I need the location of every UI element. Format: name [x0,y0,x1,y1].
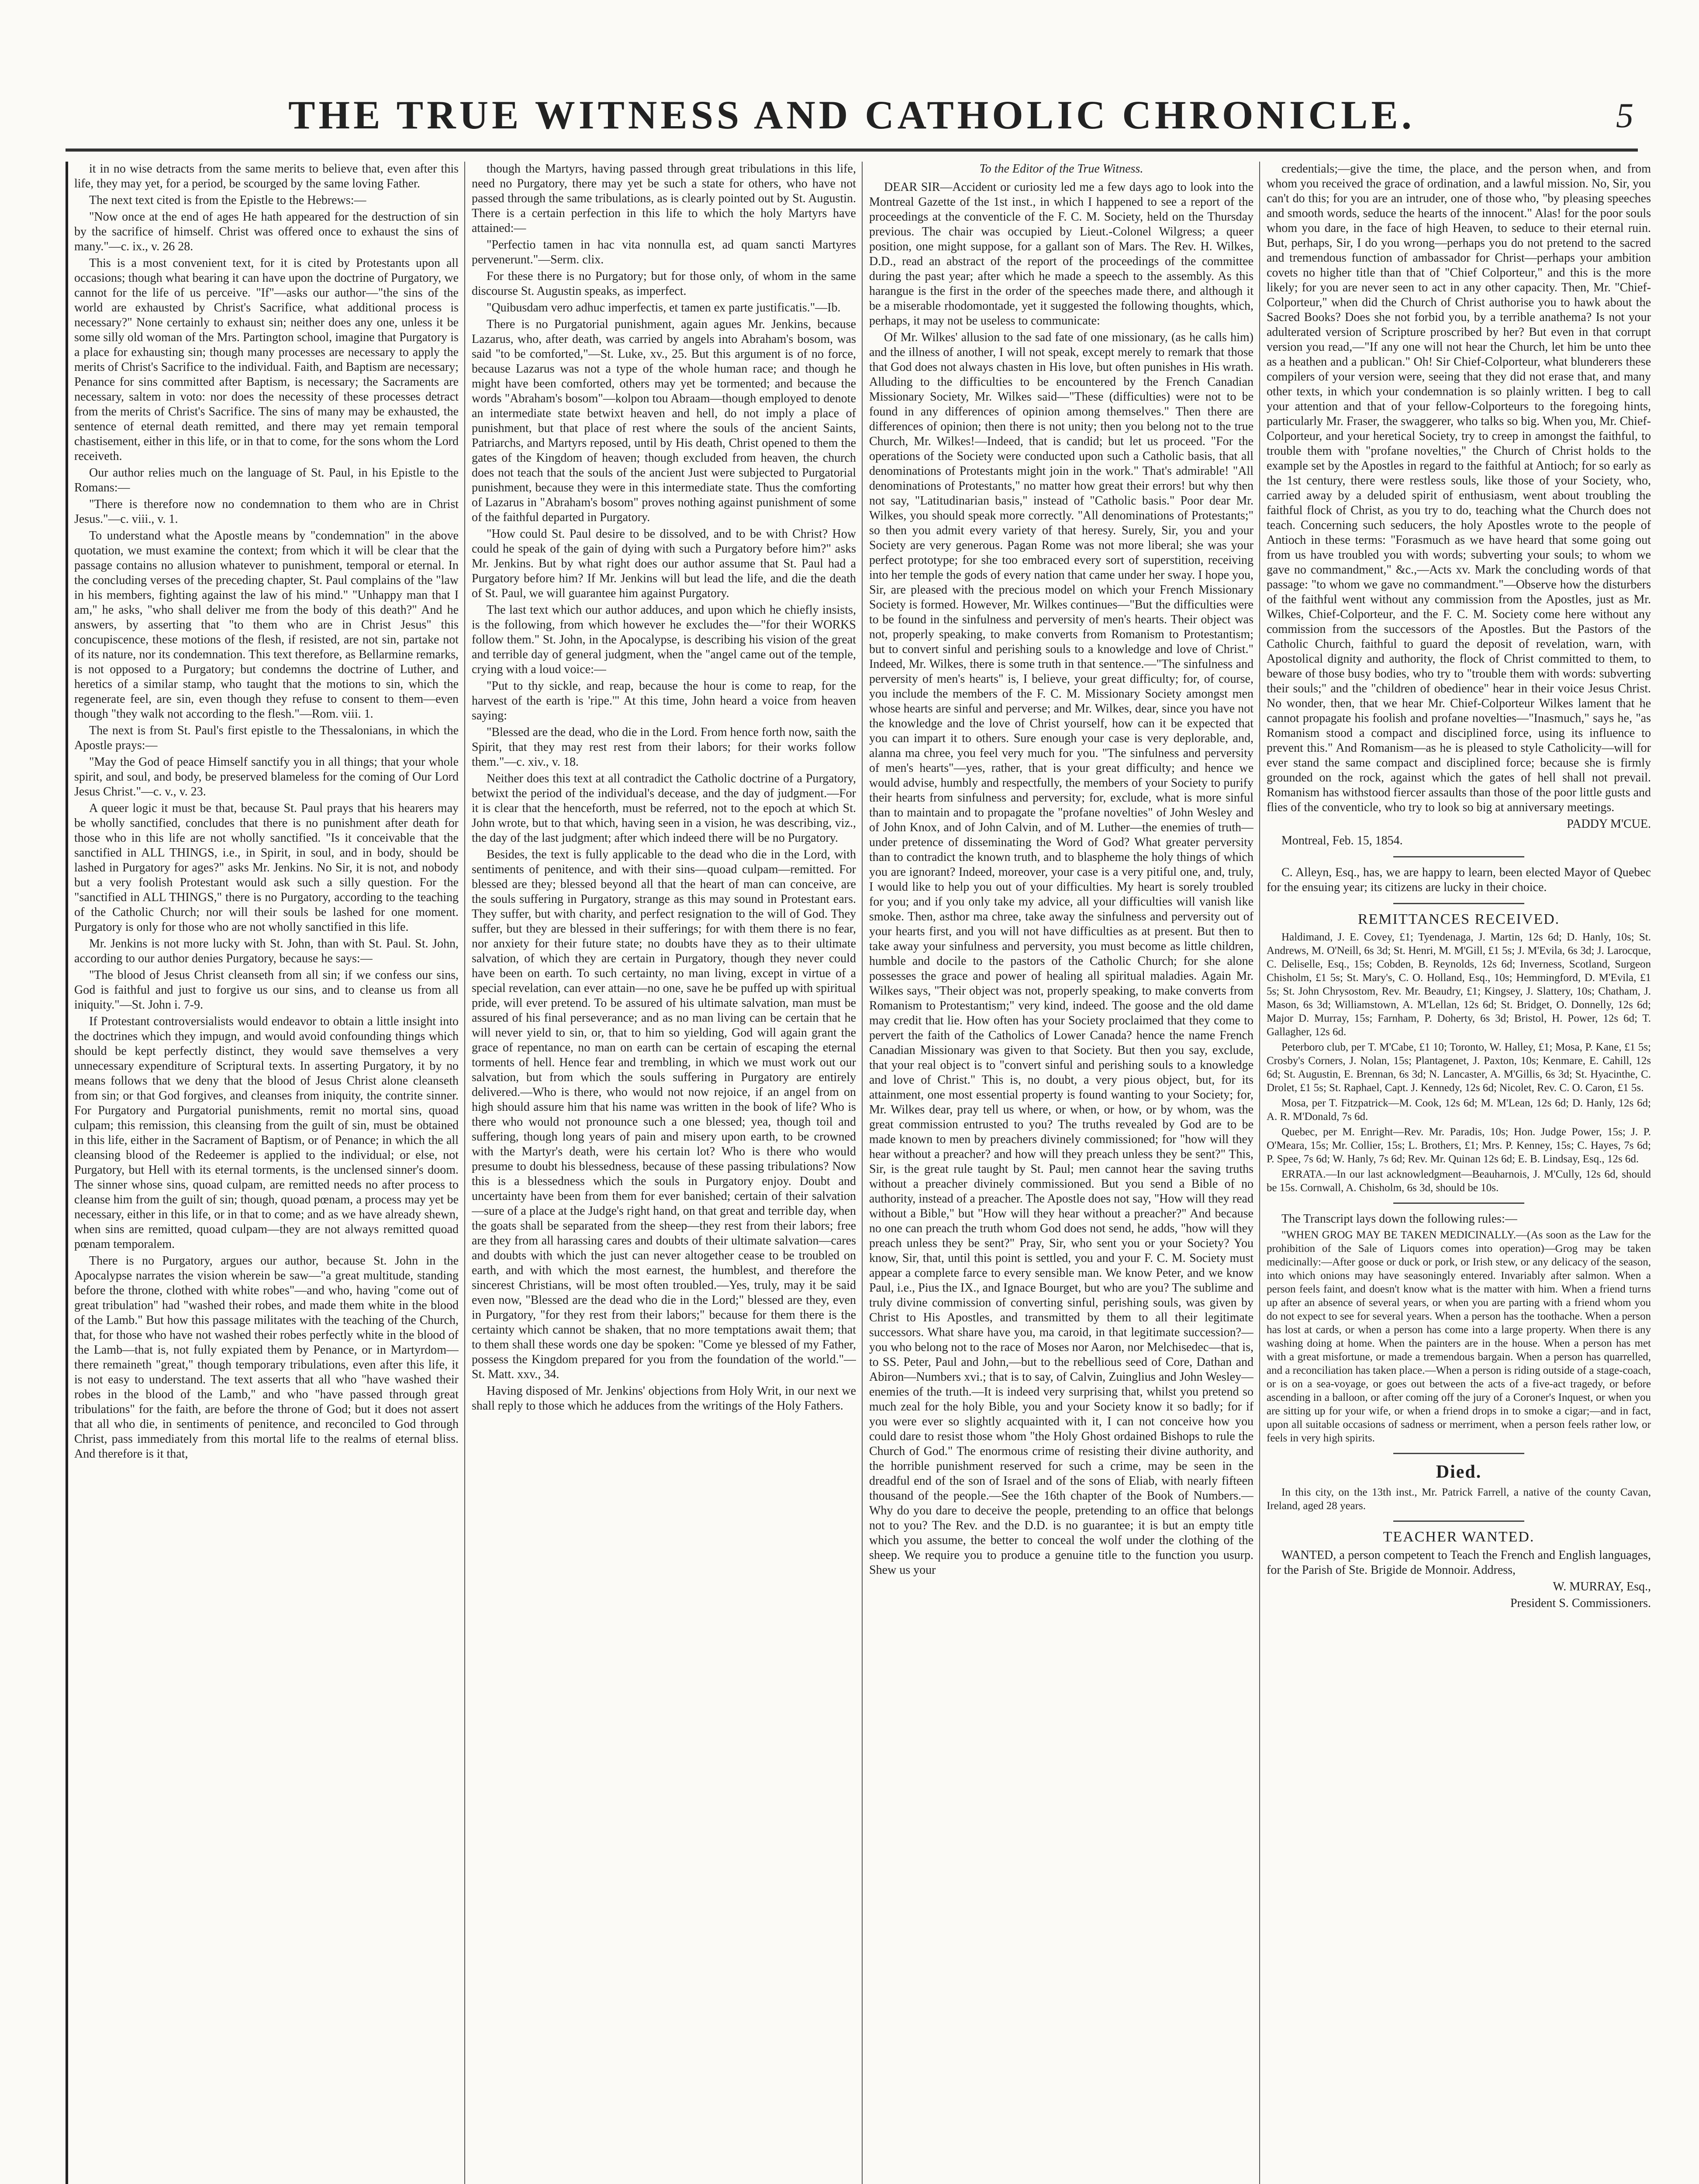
remittances-list: Mosa, per T. Fitzpatrick—M. Cook, 12s 6d; M. M'Lean, 12s 6d; D. Hanly, 12s 6d; A. R. M'Donald, 7s 6d. [1267,1097,1651,1123]
died-heading: Died. [1436,1462,1482,1482]
article-paragraph: There is no Purgatory, argues our author, because St. John in the Apocalypse narrates the vision wherein be saw—"a great multitude, standing before the throne, clothed with white robes"—and who, having "come out of great tribulation" had "washed their robes, and made them white in the blood of the Lamb." But how this passage militates with the teaching of the Church, that, for those who have not washed their robes perfectly white in the blood of the Lamb—that is, not fully expiated them by Penance, or in Martyrdom—there remaineth "great," though temporary tribulations, even after this life, it is not easy to understand. The text asserts that all who "have washed their robes in the blood of the Lamb," and who "have passed through great tribulations" for the faith, are before the throne of God; but it does not assert that all who die, in sentiments of penitence, and reconciled to God through Christ, pass immediately from this mortal life to the realms of eternal bliss. And therefore is it that, [74,1254,459,1461]
article-paragraph: This is a most convenient text, for it is cited by Protestants upon all occasions; though what bearing it can have upon the doctrine of Purgatory, we cannot for the life of us perceive. "If"—asks our author—"the sins of the world are exhausted by Christ's Sacrifice, what additional process is necessary?" None certainly to exhaust sin; neither does any one, unless it be some silly old woman of the Mrs. Partington school, imagine that Purgatory is a place for exhausting sin; though many processes are necessary to apply the merits of Christ's Sacrifice to the individual. Faith, and Baptism are necessary; Penance for sins committed after Baptism, is necessary; the Sacraments are necessary, saltem in voto: nor does the necessity of these processes detract from the merits of Christ's Sacrifice. The sins of many may be exhausted, the sentence of eternal death remitted, and there may yet remain temporal chastisement, either in this life, or in that to come, for the sons whom the Lord receiveth. [74,256,459,463]
article-paragraph: The next is from St. Paul's first epistle to the Thessalonians, in which the Apostle prays:— [74,724,459,752]
remittances-list: Peterboro club, per T. M'Cabe, £1 10; Toronto, W. Halley, £1; Mosa, P. Kane, £1 5s; Crosby's Corners, J. Nolan, 15s; Plantagenet, J. Paxton, 10s; Kenmare, E. Cahill, 12s 6d; St. Augustin, E. Brennan, 6s 3d; N. Lancaster, A. M'Gillis, 6s 3d; St. Hyacinthe, C. Drolet, £1 5s; St. Raphael, Capt. J. Kennedy, 12s 6d; Nicolet, Rev. C. O. Caron, £1 5s. [1267,1041,1651,1094]
article-quote: "Perfectio tamen in hac vita nonnulla est, ad quam sancti Martyres pervenerunt."—Serm. clix. [472,238,856,266]
remittances-list: Haldimand, J. E. Covey, £1; Tyendenaga, J. Martin, 12s 6d; D. Hanly, 10s; St. Andrews, M. O'Neill, 6s 3d; St. Henri, M. M'Gill, £1 5s; J. M'Evila, 6s 3d; J. Larocque, C. Deliselle, Esq., 15s; Cobden, B. Reynolds, 12s 6d; Inverness, Scotland, Surgeon Chisholm, £1 5s; St. Mary's, C. O. Holland, Esq., 10s; Hemmingford, D. M'Evila, £1 5s; St. John Chrysostom, Rev. Mr. Beaudry, £1; Kingsey, J. Slattery, 10s; Chatham, J. Mason, 6s 3d; Williamstown, A. M'Lellan, 12s 6d; St. Bridget, O. Donnelly, 12s 6d; Major D. Murray, 15s; Farnham, P. Doherty, 6s 3d; Bristol, H. Power, 12s 6d; T. Gallagher, 12s 6d. [1267,931,1651,1038]
article-paragraph: Besides, the text is fully applicable to the dead who die in the Lord, with sentiments of penitence, and with their sins—quoad culpam—remitted. For blessed are they; blessed beyond all that the heart of man can conceive, are the souls suffering in Purgatory, strange as this may sound in Protestant ears. They suffer, but with charity, and perfect resignation to the will of God. They suffer, but they are blessed in their sufferings; for with them there is no fear, nor anxiety for their future state; no doubts have they as to their ultimate salvation, of which they are certain in Purgatory, though they never could have been on earth. To such certainty, no man living, except in virtue of a special revelation, can ever attain—no one, save he be puffed up with spiritual pride, will ever pretend. To be assured of his ultimate salvation, man must be assured of his final perseverance; and as no man living can be certain that he will never yield to sin, or, that to him so yielding, God will again grant the grace of repentance, no man on earth can be certain of escaping the eternal torments of hell. Hence fear and trembling, in which we must work out our salvation, but from which the souls suffering in Purgatory are entirely delivered.—Who is there, who would not now rejoice, if an angel from on high should assure him that his name was written in the book of life? Who is there who would not pronounce such a one blessed; yea, though toil and suffering, though long years of pain and misery upon earth, to be crowned with the Martyr's death, were his certain lot? Who is there who would presume to doubt his blessedness, because of these passing tribulations? Now this is a blessedness which the souls in Purgatory enjoy. Doubt and uncertainty have been from them for ever banished; certain of their salvation—sure of a place at the Judge's right hand, on that great and terrible day, when the goats shall be separated from the sheep—they rest from their labors; free are they from all harassing cares and doubts of their ultimate salvation—cares and doubts with which the just can never altogether cease to be troubled on earth, and with which the most earnest, the humblest, and therefore the sincerest Christians, will be most often troubled.—Yes, truly, may it be said even now, "Blessed are the dead who die in the Lord;" blessed are they, even in Purgatory, "for they rest from their labors;" because for them there is the certainty which cannot be shaken, that no more temptations await them; that to them shall these words one day be spoken: "Come ye blessed of my Father, possess the Kingdom prepared for you from the foundation of the world."—St. Matt. xxv., 34. [472,848,856,1381]
section-divider [1393,856,1524,857]
section-divider [1393,903,1524,904]
letter-dateline: Montreal, Feb. 15, 1854. [1281,834,1403,847]
column-2-article [472,162,856,2184]
column-rule [66,162,68,2184]
newspaper-title: THE TRUE WITNESS AND CATHOLIC CHRONICLE. [288,93,1415,137]
article-quote: "There is therefore now no condemnation to them who are in Christ Jesus."—c. viii., v. 1. [74,498,459,526]
teacher-wanted-title: President S. Commissioners. [1510,1597,1651,1610]
remittances-heading: REMITTANCES RECEIVED. [1357,911,1560,927]
column-rule [464,162,465,2184]
article-paragraph: If Protestant controversialists would endeavor to obtain a little insight into the doctrines which they impugn, and would avoid confounding things which should be kept perfectly distinct, they would save themselves a very unnecessary expenditure of Scriptural texts. In asserting Purgatory, it by no means follows that we deny that the blood of Jesus Christ alone cleanseth from sin; or that God forgives, and cleanses from iniquity, the contrite sinner. For Purgatory and Purgatorial punishments, remit no mortal sins, quoad culpam; this remission, this cleansing from the guilt of sin, must be obtained in this life, either in the Sacrament of Baptism, or of Penance; in which the all cleansing blood of the Redeemer is applied to the individual; or else, not Purgatory, but Hell with its eternal torments, is the unclensed sinner's doom. The sinner whose sins, quoad culpam, are remitted needs no after process to cleanse him from the guilt of sin; though, quoad pœnam, a process may yet be necessary, either in this life, or in that to come; and as we have already shewn, when sins are remitted, quoad culpam—they are not always remitted quoad pœnam temporalem. [74,1015,459,1251]
article-paragraph: it in no wise detracts from the same merits to believe that, even after this life, they may yet, for a period, be scourged by the same loving Father. [74,162,459,190]
article-paragraph: To understand what the Apostle means by "condemnation" in the above quotation, we must examine the context; from which it will be clear that the passage contains no allusion whatever to punishment, temporal or eternal. In the concluding verses of the preceding chapter, St. Paul complains of the "law in his members, fighting against the law of his mind." "Unhappy man that I am," he asks, "who shall deliver me from the body of this death?" And he answers, by asserting that "to them who are in Christ Jesus" this concupiscence, these motions of the flesh, if resisted, are not sin, partake not of its nature, nor its condemnation. This text therefore, as Bellarmine remarks, is not opposed to a Purgatory; but condemns the doctrine of Luther, and heretics of a similar stamp, who taught that the motions to sin, which the regenerate feel, are sin, even though they refuse to consent to them—even though "they walk not according to the flesh."—Rom. viii. 1. [74,529,459,721]
column-1-article [74,162,459,2184]
article-quote: "Blessed are the dead, who die in the Lord. From hence forth now, saith the Spirit, that they may rest rest from their labors; for their works follow them."—c. xiv., v. 18. [472,726,856,769]
section-divider [1393,1453,1524,1454]
transcript-intro: The Transcript lays down the following rules:— [1281,1212,1517,1226]
article-paragraph: The next text cited is from the Epistle to the Hebrews:— [89,194,366,207]
transcript-rules: "WHEN GROG MAY BE TAKEN MEDICINALLY.—(As soon as the Law for the prohibition of the Sale of Liquors comes into operation)—Grog may be taken medicinally:—After goose or duck or pork, or Irish stew, or any delicacy of the season, into which onions may have seasoningly entered. Invariably after salmon. When a person feels faint, and doesn't know what is the matter with him. When a friend turns up after an absence of several years, or when you are parting with a friend whom you do not expect to see for several years. When a person has the toothache. When a person has lost at cards, or when a person has come into a large property. When there is any washing doing at home. When the painters are in the house. When a person has met with a great misfortune, or made a tremendous bargain. When a person has quarrelled, and a reconciliation has taken place.—When a person is riding outside of a stage-coach, or is on a sea-voyage, or goes out between the acts of a five-act tragedy, or before ascending in a balloon, or after coming off the jury of a Coroner's Inquest, or when you are sitting up for your wife, or when a friend drops in to smoke a cigar;—and in fact, upon all suitable occasions of sadness or merriment, when a person feels rather low, or feels in very high spirits. [1267,1229,1651,1444]
teacher-wanted-heading: TEACHER WANTED. [1383,1529,1535,1545]
letter-heading: To the Editor of the True Witness. [979,162,1143,176]
article-paragraph: "How could St. Paul desire to be dissolved, and to be with Christ? How could he speak of the gain of dying with such a Purgatory before him?" asks Mr. Jenkins. But by what right does our author assume that St. Paul had a Purgatory before him? If Mr. Jenkins will but lead the life, and die the death of St. Paul, we will guarantee him against Purgatory. [472,527,856,600]
mayor-notice: C. Alleyn, Esq., has, we are happy to learn, been elected Mayor of Quebec for the ensuing year; its citizens are lucky in their choice. [1267,866,1651,894]
teacher-wanted-signature: W. MURRAY, Esq., [1553,1580,1651,1593]
column-rule [862,162,863,2184]
article-quote: "May the God of peace Himself sanctify you in all things; that your whole spirit, and soul, and body, be preserved blameless for the coming of Our Lord Jesus Christ."—c. v., v. 23. [74,755,459,798]
remittances-list: Quebec, per M. Enright—Rev. Mr. Paradis, 10s; Hon. Judge Power, 15s; J. P. O'Meara, 15s; Mr. Collier, 15s; L. Brothers, £1; Mrs. P. Kenney, 15s; C. Hayes, 7s 6d; P. Spee, 7s 6d; W. Hanly, 7s 6d; Rev. Mr. Quinan 12s 6d; E. B. Lindsay, Esq., 12s 6d. [1267,1126,1651,1165]
article-paragraph: Our author relies much on the language of St. Paul, in his Epistle to the Romans:— [74,466,459,494]
letter-paragraph: Of Mr. Wilkes' allusion to the sad fate of one missionary, (as he calls him) and the illness of another, I will not speak, except merely to remark that those that God does not always chasten in His love, but often punishes in His wrath. Alluding to the difficulties to be encountered by the French Canadian Missionary Society, Mr. Wilkes said—"These (difficulties) were not to be found in any differences of opinion among themselves." Then there are differences of opinion; then there is not unity; then you belong not to the true Church, Mr. Wilkes!—Indeed, that is candid; but let us proceed. "For the operations of the Society were conducted upon such a Catholic basis, that all denominations of Protestants might join in the work." That's admirable! "All denominations of Protestants," no matter how great their errors! but why then not say, "Latitudinarian basis," instead of "Catholic basis." Poor dear Mr. Wilkes, you should speak more correctly. "All denominations of Protestants;" so then you admit every variety of that heresy. Surely, Sir, you and your Society are very generous. Pagan Rome was not more liberal; she was your perfect prototype; for she too embraced every sort of superstition, receiving into her temple the gods of every nation that came under her sway. I hope you, Sir, are pleased with the precious model on which your French Missionary Society is formed. However, Mr. Wilkes continues—"But the difficulties were to be found in the sinfulness and perversity of men's hearts. Their object was not, properly speaking, to make converts from Romanism to Protestantism; but to convert sinful and perishing souls to a knowledge and love of Christ." Indeed, Mr. Wilkes, there is some truth in that sentence.—"The sinfulness and perversity of men's hearts" is, I believe, your great difficulty; for, of course, you include the members of the F. C. M. Missionary Society amongst men whose hearts are sinful and perverse; and Mr. Wilkes, dear, since you have not the knowledge and the love of Christ yourself, how can it be expected that you can impart it to others. Sure enough your case is very deplorable, and, alanna ma chree, you feel very much for you. "The sinfulness and perversity of men's hearts"—yes, rather, that is your great difficulty; and hence we would advise, humbly and respectfully, the members of your Society to purify their hearts from sinfulness and perversity; for, exclude, what is more sinful than to maintain and to propagate the "profane novelties" of John Wesley and of John Knox, and of John Calvin, and of M. Luther—the enemies of truth—under pretence of disseminating the Word of God? What greater perversity than to contradict the known truth, and to blaspheme the holy things of which you are ignorant? Indeed, moreover, your case is a very pitiful one, and, truly, I would like to help you out of your difficulties. My heart is sorely troubled for you; and if you only take my advice, all your difficulties will vanish like smoke. Then, asthor ma chree, take away the sinfulness and perversity out of your hearts first, and you will not have difficulties as at present. But then to take away your sinfulness and perversity, you must become as little children, humble and docile to the pastors of the Catholic Church; for she alone possesses the grace and power of healing all spiritual maladies. Again Mr. Wilkes says, "Their object was not, properly speaking, to make converts from Romanism to Protestantism;" very kind, indeed. The goose and the old dame may credit that lie. How often has your Society proclaimed that they come to pervert the faith of the Catholics of Lower Canada? hence the name French Canadian Missionary was given to that Society. But then you say, exclude, that your real object is to "convert sinful and perishing souls to a knowledge and love of Christ." This is, no doubt, a very pious object, but, for its attainment, one most essential property is found wanting to your Society; for, Mr. Wilkes dear, pray tell us where, or when, or how, or by whom, was the great commission entrusted to you? The truths revealed by God are to be made known to men by preachers divinely commissioned; for "how will they hear without a preacher? and how will they preach unless they be sent?" This, Sir, is the great rule taught by St. Paul; men cannot hear the saving truths without a preacher divinely commissioned. But you send a Bible of no authority, instead of a preacher. The Apostle does not say, "How will they read without a Bible," but "How will they hear without a preacher?" And because no one can preach the truth whom God does not send, he adds, "how will they preach unless they be sent?" Pray, Sir, who sent you or your Society? You know, Sir, that, until this point is settled, you and your F. C. M. Society must appear a complete farce to every sensible man. We know Peter, and we know Paul, i.e., Pius the IX., and Ignace Bourget, but who are you? The sublime and truly divine commission of converting sinful, perishing souls, was given by Christ to His Apostles, and transmitted by them to all their legitimate successors. What share have you, ma caroid, in that legitimate succession?—you who belong not to the race of Moses nor Aaron, nor Melchisedec—that is, to SS. Peter, Paul and John,—but to the rebellious seed of Core, Dathan and Abiron—Numbers xvi.; that is to say, of Calvin, Zuinglius and John Wesley—enemies of the truth.—It is indeed very surprising that, whilst you pretend so much zeal for the holy Bible, you and your Society know it so badly; for if you were ever so slightly acquainted with it, I can not conceive how you could dare to resist those whom "the Holy Ghost ordained Bishops to rule the Church of God." The enormous crime of resisting their divine authority, and the horrible punishment reserved for such a crime, may be seen in the dreadful end of the son of Israel and of the sons of Eliab, with nearly fifteen thousand of the people.—See the 16th chapter of the Book of Numbers.—Why do you dare to deceive the people, pretending to an office that belongs not to you? The Rev. and the D.D. is no guarantee; it is but an empty title which you assume, the better to conceal the wolf under the clothing of the sheep. We require you to produce a genuine title to the function you usurp. Shew us your [869,331,1254,1577]
article-paragraph: For these there is no Purgatory; but for those only, of whom in the same discourse St. Augustin speaks, as imperfect. [472,270,856,298]
teacher-wanted-notice: WANTED, a person competent to Teach the French and English languages, for the Parish of Ste. Brigide de Monnoir. Address, [1267,1548,1651,1577]
article-paragraph: The last text which our author adduces, and upon which he chiefly insists, is the following, from which however he excludes the—"for their WORKS follow them." St. John, in the Apocalypse, is describing his vision of the great and terrible day of general judgment, when the "angel came out of the temple, crying with a loud voice:— [472,603,856,676]
section-divider [1393,1203,1524,1204]
column-4-notices [1267,162,1651,2184]
article-quote: "Now once at the end of ages He hath appeared for the destruction of sin by the sacrifice of himself. Christ was offered once to exhaust the sins of many."—c. ix., v. 26 28. [74,210,459,253]
column-3-letter [869,162,1254,2184]
article-quote: "The blood of Jesus Christ cleanseth from all sin; if we confess our sins, God is faithful and just to forgive us our sins, and to cleanse us from all iniquity."—St. John i. 7-9. [74,968,459,1012]
section-divider [1393,1521,1524,1522]
letter-signature: PADDY M'CUE. [1567,817,1651,831]
article-paragraph: There is no Purgatorial punishment, again agues Mr. Jenkins, because Lazarus, who, after death, was carried by angels into Abraham's bosom, was said "to be comforted,"—St. Luke, xv., 25. But this argument is of no force, because Lazarus was not a type of the whole human race; and though he might have been comforted, others may yet be tormented; and because the words "Abraham's bosom"—kolpon tou Abraam—though employed to denote an intermediate state betwixt heaven and hell, do not imply a place of punishment, but that place of rest where the souls of the ancient Saints, Patriarchs, and Martyrs reposed, until by His death, Christ opened to them the gates of the Kingdom of heaven; though excluded from heaven, the church does not teach that the souls of the ancient Just were subjected to Purgatorial punishment, because they were in this intermediate state. Thus the comforting of Lazarus in "Abraham's bosom" proves nothing against punishment of some of the faithful departed in Purgatory. [472,318,856,524]
letter-paragraph: credentials;—give the time, the place, and the person when, and from whom you received the grace of ordination, and a lawful mission. No, Sir, you can't do this; for you are an intruder, one of those who, "by pleasing speeches and smooth words, seduce the hearts of the innocent." Alas! for the poor souls whom you dare, in the face of high Heaven, to seduce to their eternal ruin. But, perhaps, Sir, I do you wrong—perhaps you do not pretend to the sacred and tremendous function of ambassador for Christ—perhaps your ambition covets no higher title than that of "Chief Colporteur," and this is the more likely; for you are never seen to act in any other capacity. Then, Mr. "Chief-Colporteur," when did the Church of Christ authorise you to hawk about the Sacred Books? Does she not forbid you, by a terrible anathema? Is not your adulterated version of Scripture proscribed by her? But even in that corrupt version you read,—"If any one will not hear the Church, let him be unto thee as a heathen and a publican." Oh! Sir Chief-Colporteur, what blunderers these compilers of your version were, seeing that they did not erase that, and many other texts, in which your condemnation is so plainly written. I beg to call your attention and that of your fellow-Colporteurs to the foregoing hints, particularly Mr. Fraser, the swaggerer, who talks so big. When you, Mr. Chief-Colporteur, and your heretical Society, try to creep in amongst the faithful, to trouble them with "profane novelties," the Church of Christ holds to the example set by the Apostles in regard to the faithful at Antioch; for so early as the 1st century, there were restless souls, like those of your Society, who, carried away by a deluded spirit of enthusiasm, went about troubling the faithful flock of Christ, as you try to do, teaching what the Church does not teach. Concerning such seducers, the holy Apostles wrote to the people of Antioch in these terms: "Forasmuch as we have heard that some going out from us have troubled you with words; subverting your souls; to whom we gave no commandment," &c.,—Acts xv. Mark the concluding words of that passage: "to whom we gave no commandment."—Observe how the disturbers of the faithful went without any commission from the Apostles, just as Mr. Wilkes, Chief-Colporteur, and the F. C. M. Society come here without any commission from the successors of the Apostles. But the Pastors of the Catholic Church, faithful to guard the deposit of revelation, warn, with Apostolical dignity and authority, the flock of Christ committed to them, to beware of those busy bodies, who try to "trouble them with words: subverting their souls;" and the "children of obedience" hear in their voice Jesus Christ. No wonder, then, that we hear Mr. Chief-Colporteur Wilkes lament that he cannot propagate his foolish and profane novelties—"Inasmuch," says he, "as Romanism stood a compact and disciplined force, using its influence to prevent this." And Romanism—as he is pleased to style Catholicity—will for ever stand the same compact and disciplined force; because she is firmly grounded on the rock, against which the gates of hell shall not prevail. Romanism has withstood fiercer assaults than those of the poor little gusts and flies of the conventicle, who try to look so big at anniversary meetings. [1267,162,1651,814]
article-quote: "Quibusdam vero adhuc imperfectis, et tamen ex parte justificatis."—Ib. [487,301,841,314]
errata-notice: ERRATA.—In our last acknowledgment—Beauharnois, J. M'Cully, 12s 6d, should be 15s. Cornwall, A. Chisholm, 6s 3d, should be 10s. [1267,1168,1651,1194]
article-paragraph: though the Martyrs, having passed through great tribulations in this life, need no Purgatory, there may yet be such a state for others, who have not passed through the same tribulations, as is clearly pointed out by St. Augustin. There is a certain perfection in this life to which the holy Martyrs have attained:— [472,162,856,235]
article-quote: "Put to thy sickle, and reap, because the hour is come to reap, for the harvest of the earth is 'ripe.'" At this time, John heard a voice from heaven saying: [472,679,856,722]
column-rule [1259,162,1260,2184]
article-paragraph: Having disposed of Mr. Jenkins' objections from Holy Writ, in our next we shall reply to those which he adduces from the writings of the Holy Fathers. [472,1384,856,1413]
page-number: 5 [1616,97,1633,135]
died-notice: In this city, on the 13th inst., Mr. Patrick Farrell, a native of the county Cavan, Ireland, aged 28 years. [1267,1486,1651,1512]
article-paragraph: Mr. Jenkins is not more lucky with St. John, than with St. Paul. St. John, according to our author denies Purgatory, because he says:— [74,937,459,965]
article-paragraph: A queer logic it must be that, because St. Paul prays that his hearers may be wholly sanctified, concludes that there is no punishment after death for those who in this life are not wholly sanctified. "Is it conceivable that the sanctified in ALL THINGS, i.e., in Spirit, in soul, and in body, should be lashed in Purgatory for ages?" asks Mr. Jenkins. No Sir, it is not, and nobody but a very foolish Protestant would ask such a silly question. For the "sanctified in ALL THINGS," there is no Purgatory, according to the teaching of the Catholic Church; nor will their souls be lashed for one moment. Purgatory is only for those who are not wholly sanctified in this life. [74,802,459,934]
masthead [66,66,1638,152]
letter-paragraph: DEAR SIR—Accident or curiosity led me a few days ago to look into the Montreal Gazette of the 1st inst., in which I happened to see a report of the proceedings at the conventicle of the F. C. M. Society, held on the Thursday previous. The chair was occupied by Lieut.-Colonel Wilgress; a queer position, one might suppose, for a gallant son of Mars. The Rev. H. Wilkes, D.D., read an abstract of the report of the proceedings of the committee during the past year; after which he made a speech to the assembly. As this harangue is the first in the order of the speeches made there, and although it be a miserable rhodomontade, yet it suggested the following thoughts, which, perhaps, it may not be useless to communicate: [869,180,1254,328]
article-paragraph: Neither does this text at all contradict the Catholic doctrine of a Purgatory, betwixt the period of the individual's decease, and the day of judgment.—For it is clear that the henceforth, must be referred, not to the epoch at which St. John wrote, but to that which, having seen in a vision, he was describing, viz., the day of the last judgment; after which indeed there will be no Purgatory. [472,772,856,845]
